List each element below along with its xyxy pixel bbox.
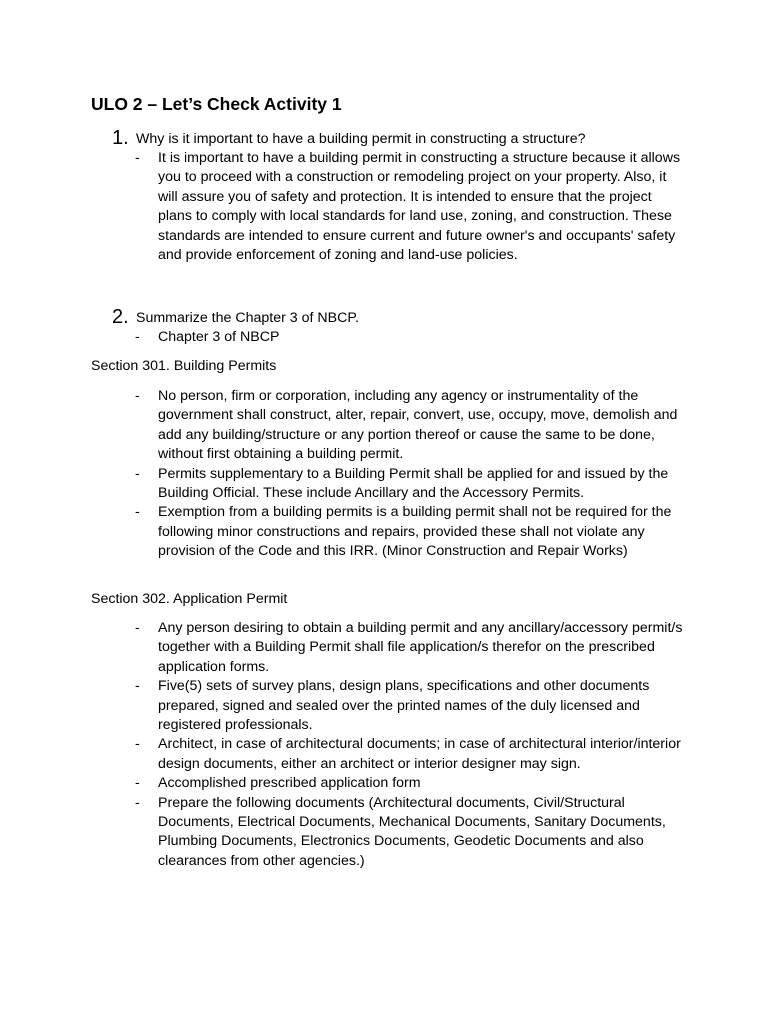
bullet-text: Five(5) sets of survey plans, design plans, specifications and other documents prepared, signed and sealed over the printed names of the duly licensed and registered professionals. [158, 678, 650, 734]
list-item [0, 619, 688, 677]
answer-text: It is important to have a building permit in constructing a structure because it allows you to proceed with a construction or remodeling project on your property. Also, it will assure you of safety and protection. It is intended to ensure that the project plans to comply with local standards for land use, zoning, and construction. These standards are intended to ensure current and future owner's and occupants' safety and provide enforcement of zoning and land-use policies. [158, 150, 681, 264]
question-text: Why is it important to have a building permit in constructing a structure? [136, 131, 586, 147]
bullet-marker: - [135, 736, 140, 753]
bullet-marker: - [135, 794, 140, 811]
bullet-text: Any person desiring to obtain a building permit and any ancillary/accessory permit/s together with a Building Permit shall file application/s therefor on the prescribed application forms. [158, 620, 683, 675]
question-text: Summarize the Chapter 3 of NBCP. [136, 310, 359, 326]
document-title: ULO 2 – Let’s Check Activity 1 [91, 94, 342, 114]
bullet-marker: - [135, 678, 140, 695]
bullet-text: No person, firm or corporation, including any agency or instrumentality of the government shall construct, alter, repair, convert, use, occupy, move, demolish and add any building/structure or any portion thereof or cause the same to be done, without first obtaining a building permit. [158, 388, 678, 463]
bullet-marker: - [135, 150, 140, 166]
list-item [0, 387, 688, 465]
section-heading-301: Section 301. Building Permits [91, 358, 277, 374]
answer-text: Chapter 3 of NBCP [158, 329, 280, 345]
list-item [0, 794, 688, 872]
list-item [0, 677, 688, 735]
section-heading-302: Section 302. Application Permit [91, 591, 288, 607]
bullet-marker: - [135, 620, 140, 636]
bullet-text: Architect, in case of architectural documents; in case of architectural interior/interior design documents, either an architect or interior designer may sign. [158, 736, 681, 772]
bullet-text: Exemption from a building permits is a building permit shall not be required for the following minor constructions and repairs, provided these shall not violate any provision of the Code and this IRR. (Minor Construction and Repair Works) [158, 504, 672, 560]
bullet-marker: - [135, 388, 140, 404]
bullet-marker: - [135, 465, 140, 482]
list-item [0, 465, 688, 504]
section-301-list [0, 387, 768, 562]
bullet-marker: - [135, 504, 140, 521]
bullet-text: Prepare the following documents (Architectural documents, Civil/Structural Documents, Electrical Documents, Mechanical Documents, Sanitary Documents, Plumbing Documents, Electronics Documents, Geodetic Documents and also clearances from other agencies.) [158, 794, 666, 869]
answer-list-1 [0, 149, 768, 265]
list-item [0, 774, 688, 793]
list-item [0, 149, 688, 265]
answer-list-2 [0, 328, 768, 347]
bullet-marker: - [135, 329, 140, 345]
bullet-text: Permits supplementary to a Building Permit shall be applied for and issued by the Building Official. These include Ancillary and the Accessory Permits. [158, 465, 669, 502]
section-302-list [0, 619, 768, 871]
question-number: 2. [112, 306, 129, 328]
list-item [0, 503, 688, 561]
list-item [0, 735, 688, 774]
question-number: 1. [112, 127, 129, 149]
bullet-text: Accomplished prescribed application form [158, 775, 421, 792]
list-item [0, 328, 688, 347]
bullet-marker: - [135, 775, 140, 792]
